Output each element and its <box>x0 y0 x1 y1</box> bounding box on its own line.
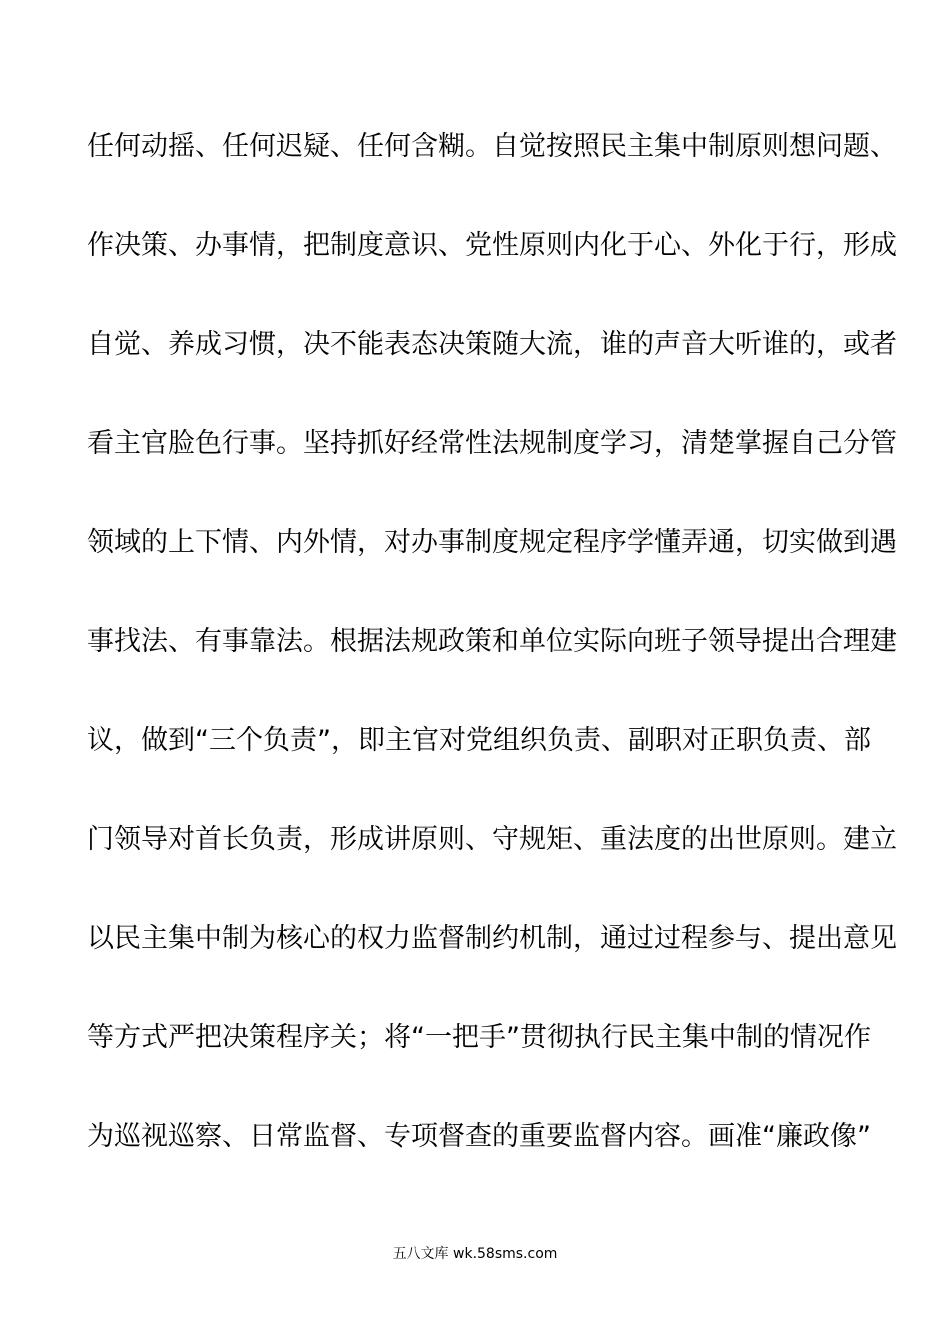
text-line: 为巡视巡察、日常监督、专项督查的重要监督内容。画准“廉政像” <box>87 1121 871 1152</box>
text-line: 作决策、办事情，把制度意识、党性原则内化于心、外化于行，形成 <box>87 230 897 261</box>
text-line: 任何动摇、任何迟疑、任何含糊。自觉按照民主集中制原则想问题、 <box>87 131 897 162</box>
text-line: 议，做到“三个负责”，即主官对党组织负责、副职对正职负责、部 <box>87 725 871 756</box>
watermark-footer: 五八文库 wk.58sms.com <box>392 1246 558 1262</box>
text-line: 等方式严把决策程序关；将“一把手”贯彻执行民主集中制的情况作 <box>87 1022 871 1053</box>
text-line: 领域的上下情、内外情，对办事制度规定程序学懂弄通，切实做到遇 <box>87 527 897 558</box>
text-line: 事找法、有事靠法。根据法规政策和单位实际向班子领导提出合理建 <box>87 626 897 657</box>
text-line: 以民主集中制为核心的权力监督制约机制，通过过程参与、提出意见 <box>87 923 897 954</box>
text-line: 自觉、养成习惯，决不能表态决策随大流，谁的声音大听谁的，或者 <box>87 329 897 360</box>
text-line: 看主官脸色行事。坚持抓好经常性法规制度学习，清楚掌握自己分管 <box>87 428 897 459</box>
text-line: 门领导对首长负责，形成讲原则、守规矩、重法度的出世原则。建立 <box>87 824 897 855</box>
body-text <box>87 122 897 1211</box>
